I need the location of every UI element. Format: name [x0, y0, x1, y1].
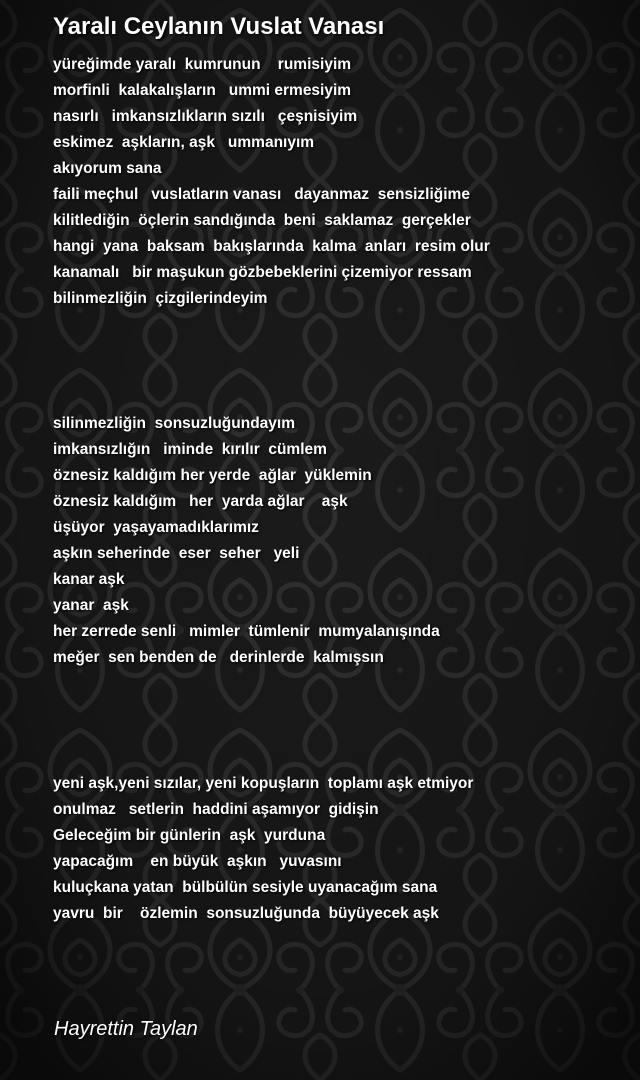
poem-author: Hayrettin Taylan	[54, 1018, 198, 1040]
stanza-2	[53, 411, 440, 671]
poem-line: eskimez aşkların, aşk ummanıyım	[53, 134, 315, 151]
poem-title: Yaralı Ceylanın Vuslat Vanası	[53, 13, 385, 40]
poem-line: meğer sen benden de derinlerde kalmışsın	[53, 649, 384, 666]
poem-line: nasırlı imkansızlıkların sızılı çeşnisiyim	[53, 108, 358, 125]
poem-line: her zerrede senli mimler tümlenir mumyalanışında	[53, 623, 440, 640]
poem-line: kanamalı bir maşukun gözbebeklerini çizemiyor ressam	[53, 264, 472, 281]
poem-line: Geleceğim bir günlerin aşk yurduna	[53, 827, 326, 844]
stanza-1	[53, 52, 490, 312]
poem-line: silinmezliğin sonsuzluğundayım	[53, 415, 295, 432]
poem-line: faili meçhul vuslatların vanası dayanmaz sensizliğime	[53, 186, 470, 203]
poem-line: kilitlediğin öçlerin sandığında beni saklamaz gerçekler	[53, 212, 471, 229]
poem-line: üşüyor yaşayamadıklarımız	[53, 519, 259, 536]
poem-line: yapacağım en büyük aşkın yuvasını	[53, 853, 342, 870]
poem-line: imkansızlığın iminde kırılır cümlem	[53, 441, 327, 458]
poem-line: yüreğimde yaralı kumrunun rumisiyim	[53, 56, 352, 73]
stanza-3	[53, 771, 473, 927]
poem-line: yavru bir özlemin sonsuzluğunda büyüyecek aşk	[53, 905, 439, 922]
poem-line: bilinmezliğin çizgilerindeyim	[53, 290, 268, 307]
poem-line: hangi yana baksam bakışlarında kalma anları resim olur	[53, 238, 490, 255]
poem-line: aşkın seherinde eser seher yeli	[53, 545, 300, 562]
poem-line: yeni aşk,yeni sızılar, yeni kopuşların toplamı aşk etmiyor	[53, 775, 474, 792]
poem-line: akıyorum sana	[53, 160, 162, 177]
poem-line: öznesiz kaldığım her yerde ağlar yüklemin	[53, 467, 372, 484]
poem-line: onulmaz setlerin haddini aşamıyor gidişin	[53, 801, 379, 818]
poem-line: kanar aşk	[53, 571, 125, 588]
poem-line: öznesiz kaldığım her yarda ağlar aşk	[53, 493, 348, 510]
poem-line: kuluçkana yatan bülbülün sesiyle uyanacağım sana	[53, 879, 438, 896]
poem-line: yanar aşk	[53, 597, 129, 614]
poem-line: morfinli kalakalışların ummi ermesiyim	[53, 82, 352, 99]
